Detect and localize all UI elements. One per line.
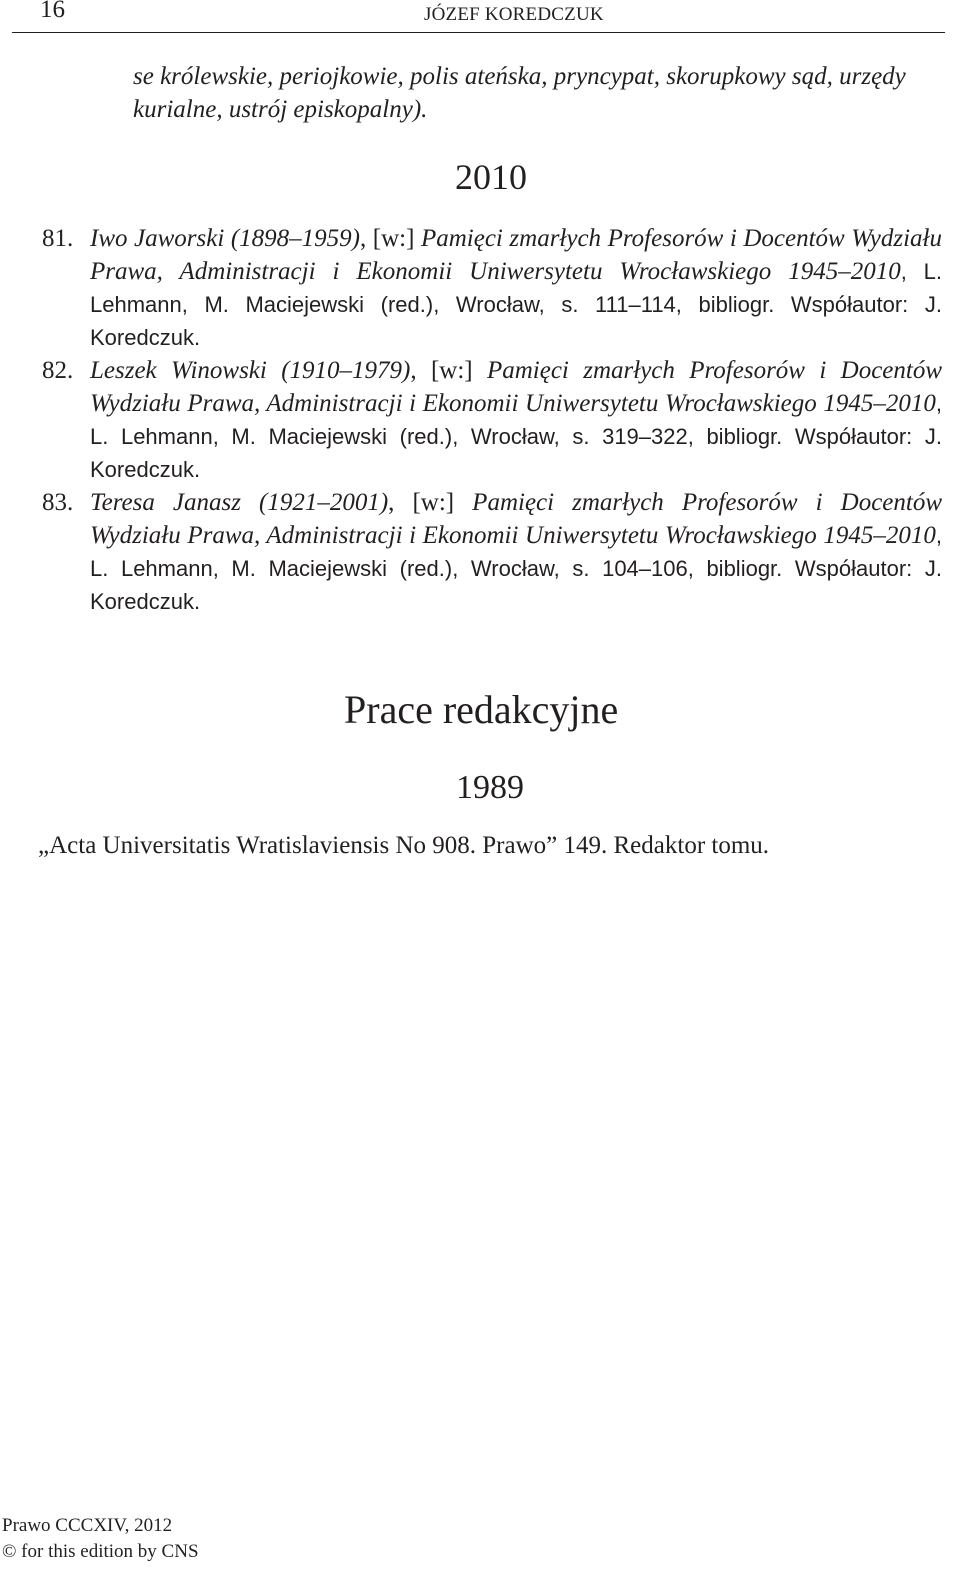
entry-text [90, 354, 942, 486]
page-footer [2, 1513, 199, 1565]
footer-copyright: © for this edition by CNS [2, 1541, 199, 1562]
page-number: 16 [40, 0, 65, 23]
editorial-entry: „Acta Universitatis Wratislaviensis No 908. Prawo” 149. Redaktor tomu. [38, 832, 770, 859]
entry-book: Pamięci zmarłych Profesorów i Docentów Wydziału Prawa, Administracji i Ekonomii Uniwersytetu Wrocławskiego 1945–2010 [90, 225, 943, 285]
entry-text [90, 486, 942, 618]
entry-title: Leszek Winowski (1910–1979) [90, 357, 411, 384]
entry-number: 83. [42, 489, 74, 516]
entry-details: , L. Lehmann, M. Maciejewski (red.), Wrocław, s. 111–114, bibliogr. Współautor: J. Koredczuk. [90, 259, 942, 350]
bibliography-entry-83 [42, 486, 942, 618]
intro-text: se królewskie, periojkowie, polis ateńska, pryncypat, skorupkowy sąd, urzędy kurialne, ustrój episkopalny). [133, 63, 906, 123]
entry-title: Teresa Janasz (1921–2001) [90, 489, 389, 516]
year-heading-1989: 1989 [456, 769, 524, 806]
entry-book: Pamięci zmarłych Profesorów i Docentów Wydziału Prawa, Administracji i Ekonomii Uniwersytetu Wrocławskiego 1945–2010 [90, 489, 943, 549]
page-header [12, 0, 945, 33]
running-head: JÓZEF KOREDCZUK [424, 4, 604, 25]
entry-details: , L. Lehmann, M. Maciejewski (red.), Wrocław, s. 319–322, bibliogr. Współautor: J. Koredczuk. [90, 391, 942, 482]
bibliography-list [42, 222, 942, 618]
bibliography-entry-81 [42, 222, 942, 354]
entry-details: , L. Lehmann, M. Maciejewski (red.), Wrocław, s. 104–106, bibliogr. Współautor: J. Koredczuk. [90, 523, 942, 614]
entry-number: 81. [42, 225, 74, 252]
entry-w-marker: , [w:] [388, 489, 473, 516]
entry-title: Iwo Jaworski (1898–1959) [90, 225, 360, 252]
entry-number: 82. [42, 357, 74, 384]
entry-w-marker: , [w:] [360, 225, 421, 252]
bibliography-entry-82 [42, 354, 942, 486]
section-title: Prace redakcyjne [344, 687, 619, 732]
entry-book: Pamięci zmarłych Profesorów i Docentów Wydziału Prawa, Administracji i Ekonomii Uniwersytetu Wrocławskiego 1945–2010 [90, 357, 943, 417]
entry-text [90, 222, 942, 354]
year-heading-2010: 2010 [455, 157, 527, 197]
footer-journal: Prawo CCCXIV, 2012 [2, 1515, 173, 1536]
continued-entry-text [133, 60, 933, 126]
entry-w-marker: , [w:] [410, 357, 487, 384]
